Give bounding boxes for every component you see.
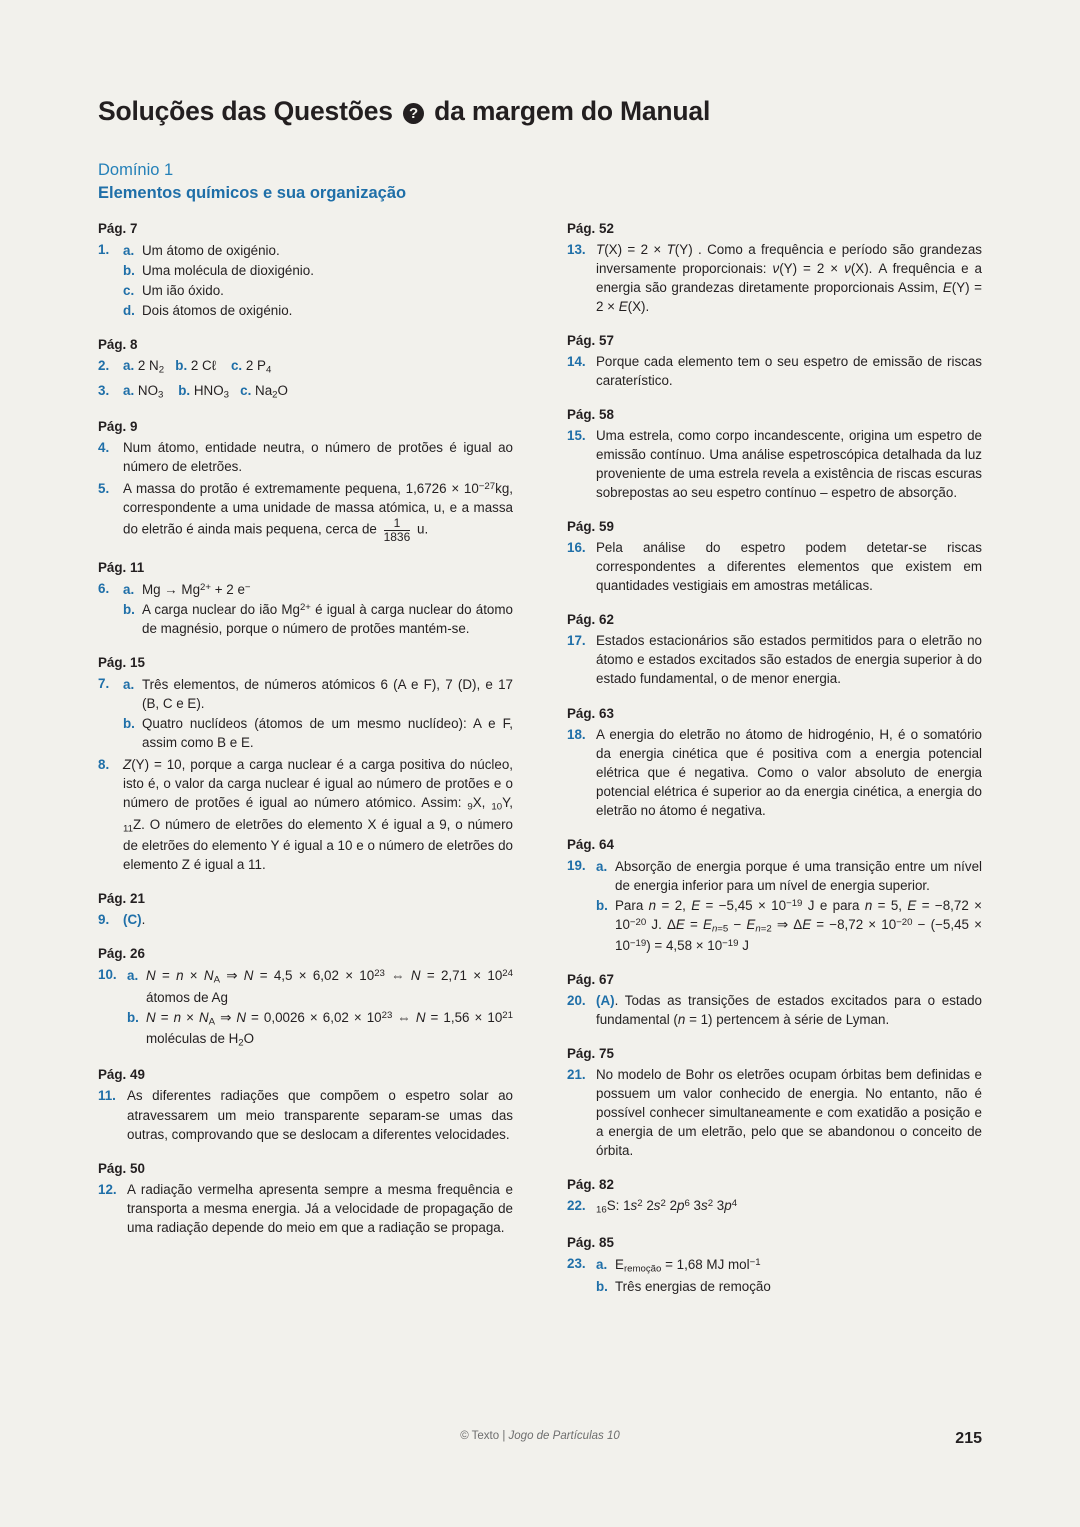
answer-subitem-label: b. (596, 1279, 608, 1295)
answer-number: 22. (567, 1198, 586, 1214)
answer-body: Num átomo, entidade neutra, o número de protões é igual ao número de eletrões. (123, 439, 513, 474)
answer-body: a. 2 $N_2$ b. 2 Cℓ c. 2 $P_4$ (123, 358, 272, 376)
answer-number: 5. (98, 480, 110, 496)
answer-body (123, 240, 513, 320)
page-reference-heading: Pág. 59 (567, 519, 614, 535)
answer-subitem (596, 1255, 982, 1276)
page-reference-heading: Pág. 67 (567, 972, 614, 988)
answer-item (98, 910, 513, 929)
answer-subitem-label: a. (127, 968, 139, 984)
answer-subitem-label: b. (123, 716, 135, 732)
answer-number: 12. (98, 1181, 117, 1197)
answer-item (567, 240, 982, 316)
answer-body: $_{16}$S: $1s^2$ $2s^2$ $2p^6$ $3s^2$ $3p^4$ (596, 1198, 738, 1217)
answer-body: Porque cada elemento tem o seu espetro de emissão de riscas caraterístico. (596, 354, 982, 389)
page-title-part2: da margem do Manual (434, 96, 711, 126)
page-reference-heading: Pág. 85 (567, 1234, 614, 1250)
answer-subitem-text: $N = n \times N_A$ ⇒ $N = 0,0026 \times 6,02 \times 10^{23}$ ⇔ $N = 1,56 \times 10^{21}$ moléculas de $H_2O$ (146, 1009, 513, 1049)
page-reference-heading: Pág. 52 (567, 221, 614, 236)
page-number: 215 (955, 1430, 982, 1447)
answer-subitem-label: b. (123, 602, 135, 618)
answer-body: (C). (123, 912, 146, 928)
answer-subitem (123, 241, 513, 260)
answer-subitem-text: Absorção de energia porque é uma transição entre um nível de energia inferior para um nível de energia superior. (615, 858, 982, 893)
page-reference-heading: Pág. 9 (98, 418, 138, 434)
answer-body (596, 856, 982, 956)
answer-subitem-text: $Mg \to Mg^{2+} + 2$ e− (142, 582, 251, 598)
page-reference-heading: Pág. 21 (98, 891, 145, 907)
answer-number: 4. (98, 439, 110, 455)
page-reference-heading: Pág. 26 (98, 946, 145, 962)
answer-number: 6. (98, 581, 110, 597)
page-reference-heading: Pág. 62 (567, 612, 614, 628)
answer-item (567, 538, 982, 595)
answer-subitem-text: Uma molécula de dioxigénio. (142, 263, 314, 279)
answer-number: 2. (98, 358, 110, 374)
answer-subitem (123, 301, 513, 320)
page-reference-heading: Pág. 49 (98, 1067, 145, 1083)
answer-body: Estados estacionários são estados permitidos para o eletrão no átomo e estados excitados são estados de energia superior à do estado fundamental, o de menor energia. (596, 633, 982, 687)
answer-item (98, 579, 513, 638)
footer-credit-title: Jogo de Partículas 10 (508, 1430, 620, 1442)
answer-subitem-label: a. (123, 677, 135, 693)
answer-number: 13. (567, 242, 586, 257)
answer-subitem-label: b. (596, 897, 608, 913)
page-reference-heading: Pág. 63 (567, 705, 614, 721)
answer-body: A radiação vermelha apresenta sempre a mesma frequência e transporta a mesma energia. Já a velocidade de propagação de uma radiação depende do meio em que a radiação se propaga. (127, 1181, 513, 1235)
answer-number: 9. (98, 912, 110, 928)
page-reference-heading: Pág. 7 (98, 221, 138, 236)
answer-subitem-text: Um ião óxido. (142, 283, 224, 299)
answer-body: No modelo de Bohr os eletrões ocupam órbitas bem definidas e possuem um valor conhecido de energia. No entanto, não é possível conhecer simultaneamente e com exatidão a posição e a energia de um eletrão, pelo que se abandonou o conceito de órbita. (596, 1067, 982, 1159)
answer-item (98, 674, 513, 752)
answer-subitem-text: Dois átomos de oxigénio. (142, 303, 293, 319)
domain-subtitle: Elementos químicos e sua organização (98, 184, 407, 202)
answer-body (127, 965, 513, 1050)
answer-item (567, 352, 982, 390)
page-reference-heading: Pág. 50 (98, 1160, 145, 1176)
answer-subitem-text: $N = n \times N_A$ ⇒ $N = 4,5 \times 6,02 \times 10^{23}$ ⇔ $N = 2,71 \times 10^{24}$ átomos de Ag (146, 968, 514, 1005)
answer-number: 7. (98, 676, 110, 692)
answer-subitem-label: c. (123, 283, 135, 299)
answer-number: 19. (567, 857, 586, 873)
columns-wrapper (98, 221, 982, 1299)
answer-number: 18. (567, 726, 586, 742)
answer-item (98, 1086, 513, 1143)
answer-item (98, 356, 513, 377)
page-reference-heading: Pág. 75 (567, 1046, 614, 1062)
answer-item (567, 1065, 982, 1160)
answer-subitem (123, 600, 513, 638)
answer-item (98, 755, 513, 874)
answer-item (98, 381, 513, 402)
page-reference-heading: Pág. 58 (567, 407, 614, 423)
answer-body: Pela análise do espetro podem detetar-se riscas correspondentes a diferentes elementos que existem em quantidades vestigiais em amostras metálicas. (596, 540, 982, 594)
answer-subitem-text: Três elementos, de números atómicos 6 (A e F), 7 (D), e 17 (B, C e E). (142, 677, 513, 712)
domain-label: Domínio 1 (98, 161, 174, 179)
answer-subitem (596, 857, 982, 895)
answer-subitem-label: a. (596, 858, 608, 874)
answer-body: A energia do eletrão no átomo de hidrogénio, H, é o somatório da energia cinética que é positiva com a energia potencial elétrica que é negativa. Como o valor absoluto de energia potencial elétrica é superior ao da energia cinética, a energia do eletrão no átomo é negativa. (596, 726, 982, 818)
answer-number: 20. (567, 993, 586, 1009)
answer-body: (A). Todas as transições de estados excitados para o estado fundamental (n = 1) pertencem à série de Lyman. (596, 993, 982, 1028)
answer-item (567, 1254, 982, 1296)
answer-number: 15. (567, 428, 586, 444)
answer-subitem-text: A carga nuclear do ião $Mg^{2+}$ é igual à carga nuclear do átomo de magnésio, porque o número de protões mantém-se. (142, 602, 513, 637)
page-reference-heading: Pág. 64 (567, 836, 614, 852)
answer-subitem (123, 281, 513, 300)
answer-subitem (123, 675, 513, 713)
answer-body (596, 1254, 982, 1296)
answer-subitem-text: Três energias de remoção (615, 1279, 771, 1295)
answer-item (98, 438, 513, 476)
right-column (567, 221, 982, 1299)
answer-body: Uma estrela, como corpo incandescente, origina um espetro de emissão contínuo. Uma análise espetroscópica detalhada da luz proveniente de uma estrela revela a existência de riscas escuras sobrepostas ao seu espetro contínuo – espetro de absorção. (596, 428, 982, 501)
page-reference-heading: Pág. 8 (98, 337, 138, 353)
answer-number: 3. (98, 382, 110, 398)
answer-number: 21. (567, 1067, 586, 1083)
page-content (98, 96, 982, 1299)
answer-number: 23. (567, 1255, 586, 1271)
answer-item (567, 426, 982, 502)
answer-body: A massa do protão é extremamente pequena, $1,6726 \times 10^{-27}kg$, correspondente a uma unidade de massa atómica, u, e a massa do eletrão é ainda mais pequena, cerca de $\frac{1}{1836}$ u. (123, 480, 513, 544)
answer-body: a. $NO_3$ b. $HNO_3$ c. $Na_2O$ (123, 382, 288, 401)
answer-subitem-label: a. (123, 243, 135, 258)
answer-subitem (127, 1008, 513, 1051)
answer-item (567, 1196, 982, 1217)
answer-subitem (123, 580, 513, 599)
left-column (98, 221, 513, 1299)
answer-number: 8. (98, 757, 110, 773)
page-reference-heading: Pág. 57 (567, 333, 614, 349)
answer-number: 16. (567, 540, 586, 556)
answer-subitem-text: Um átomo de oxigénio. (142, 243, 280, 258)
answer-number: 11. (98, 1088, 116, 1104)
answer-subitem-text: Quatro nuclídeos (átomos de um mesmo nuclídeo): A e F, assim como B e E. (142, 716, 513, 751)
answer-body: As diferentes radiações que compõem o espetro solar ao atravessarem um meio transparente separam-se umas das outras, comprovando que se deslocam a diferentes velocidades. (127, 1088, 513, 1142)
page-title-part1: Soluções das Questões (98, 96, 393, 126)
answer-body (123, 579, 513, 638)
answer-number: 10. (98, 967, 117, 983)
footer-credit (98, 1430, 982, 1442)
answer-item (98, 240, 513, 320)
page-title (98, 96, 982, 127)
answer-item (98, 965, 513, 1050)
answer-subitem (127, 966, 513, 1006)
answer-body: Z(Y) = 10, porque a carga nuclear é a carga positiva do núcleo, isto é, o valor da carga nuclear é igual ao número de protões e o número de protões é igual ao número atómico. Assim: $_9$X, $_{10}$Y, $_{11}$Z. O número de eletrões do elemento X é igual a 9, o número de eletrões do elemento Y é igual a 10 e o número de eletrões do elemento Z é igual a 11. (123, 757, 513, 873)
answer-subitem-text: Para n = 2, $E = -5,45 \times 10^{-19}$ J e para n = 5, $E = -8,72 \times 10^{-20}$ J. $\Delta E = E_{n=5} - E_{n=2}$ ⇒ $\Delta E = -8,72 \times 10^{-20} - (-5,45 \times 10^{-19}) = 4,58 \times 10^{-19}$ J (615, 897, 982, 954)
answer-item (567, 856, 982, 956)
answer-subitem-label: b. (123, 263, 135, 279)
answer-subitem (596, 1277, 982, 1296)
answer-subitem-label: b. (127, 1009, 139, 1025)
answer-subitem (123, 261, 513, 280)
answer-body: T(X) = 2 × T(Y) . Como a frequência e período são grandezas inversamente proporcionais: ν(Y) = 2 × ν(X). A frequência e a energia são grandezas diretamente proporcionais Assim, E(Y) = 2 × E(X). (596, 242, 982, 315)
answer-subitem (123, 714, 513, 752)
page-reference-heading: Pág. 11 (98, 560, 145, 576)
answer-subitem-label: a. (596, 1256, 608, 1272)
answer-number: 14. (567, 354, 586, 370)
page-footer (98, 1430, 982, 1447)
answer-subitem-label: d. (123, 303, 135, 319)
answer-item (567, 725, 982, 820)
answer-subitem-text: $E_{remoção} = 1,68$ MJ mol$^{-1}$ (615, 1256, 761, 1275)
answer-number: 17. (567, 633, 586, 649)
answer-item (98, 479, 513, 543)
answer-item (567, 631, 982, 688)
answer-item (98, 1180, 513, 1237)
answer-item (567, 991, 982, 1029)
footer-credit-prefix: © Texto | (460, 1430, 509, 1442)
question-mark-icon: ? (403, 103, 424, 124)
page-reference-heading: Pág. 15 (98, 655, 145, 671)
answer-subitem (596, 896, 982, 955)
page-reference-heading: Pág. 82 (567, 1177, 614, 1193)
answer-number: 1. (98, 242, 110, 257)
answer-subitem-label: a. (123, 582, 135, 598)
answer-body (123, 674, 513, 752)
